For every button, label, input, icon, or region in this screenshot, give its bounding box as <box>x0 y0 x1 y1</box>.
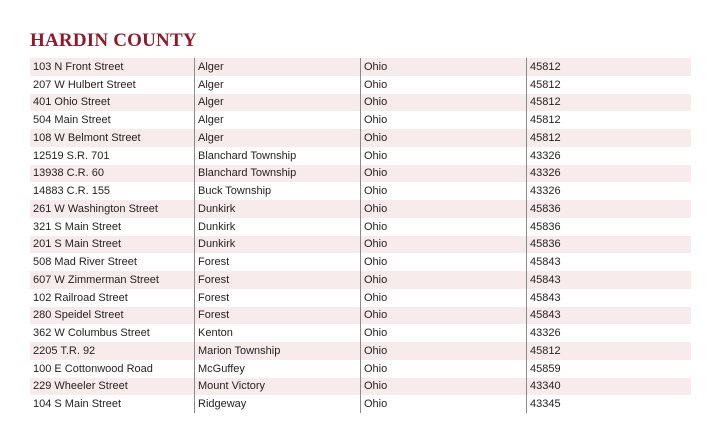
city-cell: Blanchard Township <box>194 147 360 165</box>
zip-cell: 45812 <box>526 129 691 147</box>
city-cell: McGuffey <box>194 360 360 378</box>
address-cell: 229 Wheeler Street <box>33 380 128 393</box>
page-title: HARDIN COUNTY <box>30 30 197 51</box>
address-cell: 401 Ohio Street <box>33 96 111 109</box>
state-cell: Ohio <box>360 253 526 271</box>
address-cell: 280 Speidel Street <box>33 309 124 322</box>
zip-cell: 45843 <box>526 307 691 325</box>
city-cell: Forest <box>194 289 360 307</box>
address-cell: 607 W Zimmerman Street <box>33 273 159 286</box>
state-cell: Ohio <box>360 111 526 129</box>
city-cell: Ridgeway <box>194 395 360 413</box>
address-cell: 362 W Columbus Street <box>33 327 150 340</box>
zip-cell: 43345 <box>526 395 691 413</box>
zip-cell: 45812 <box>526 76 691 94</box>
state-cell: Ohio <box>360 378 526 396</box>
address-cell: 261 W Washington Street <box>33 202 158 215</box>
state-cell: Ohio <box>360 307 526 325</box>
city-cell: Buck Township <box>194 182 360 200</box>
zip-cell: 43326 <box>526 182 691 200</box>
address-cell: 321 S Main Street <box>33 220 122 233</box>
zip-cell: 45859 <box>526 360 691 378</box>
zip-cell: 45843 <box>526 271 691 289</box>
table-row <box>30 111 691 129</box>
state-cell: Ohio <box>360 289 526 307</box>
zip-cell: 43326 <box>526 165 691 183</box>
zip-cell: 45843 <box>526 289 691 307</box>
address-cell: 207 W Hulbert Street <box>33 78 136 91</box>
address-table <box>30 58 691 413</box>
zip-cell: 45836 <box>526 200 691 218</box>
table-row <box>30 271 691 289</box>
table-row <box>30 236 691 254</box>
table-row <box>30 324 691 342</box>
table-row <box>30 218 691 236</box>
city-cell: Kenton <box>194 324 360 342</box>
address-cell: 104 S Main Street <box>33 398 122 411</box>
zip-cell: 45843 <box>526 253 691 271</box>
state-cell: Ohio <box>360 342 526 360</box>
city-cell: Dunkirk <box>194 236 360 254</box>
table-row <box>30 289 691 307</box>
city-cell: Alger <box>194 94 360 112</box>
table-row <box>30 129 691 147</box>
state-cell: Ohio <box>360 147 526 165</box>
zip-cell: 45812 <box>526 111 691 129</box>
table-row <box>30 253 691 271</box>
address-cell: 2205 T.R. 92 <box>33 344 96 357</box>
city-cell: Dunkirk <box>194 200 360 218</box>
address-cell: 14883 C.R. 155 <box>33 185 111 198</box>
address-cell: 102 Railroad Street <box>33 291 128 304</box>
state-cell: Ohio <box>360 182 526 200</box>
address-cell: 103 N Front Street <box>33 60 124 73</box>
state-cell: Ohio <box>360 271 526 289</box>
zip-cell: 45812 <box>526 58 691 76</box>
address-cell: 508 Mad River Street <box>33 256 137 269</box>
table-row <box>30 58 691 76</box>
table-row <box>30 76 691 94</box>
address-cell: 504 Main Street <box>33 114 111 127</box>
state-cell: Ohio <box>360 200 526 218</box>
address-cell: 108 W Belmont Street <box>33 131 141 144</box>
state-cell: Ohio <box>360 360 526 378</box>
city-cell: Forest <box>194 253 360 271</box>
table-row <box>30 147 691 165</box>
state-cell: Ohio <box>360 76 526 94</box>
city-cell: Blanchard Township <box>194 165 360 183</box>
city-cell: Alger <box>194 58 360 76</box>
address-cell: 12519 S.R. 701 <box>33 149 110 162</box>
state-cell: Ohio <box>360 58 526 76</box>
table-row <box>30 307 691 325</box>
table-row <box>30 200 691 218</box>
table-row <box>30 360 691 378</box>
zip-cell: 45836 <box>526 218 691 236</box>
city-cell: Mount Victory <box>194 378 360 396</box>
zip-cell: 43340 <box>526 378 691 396</box>
city-cell: Dunkirk <box>194 218 360 236</box>
city-cell: Forest <box>194 271 360 289</box>
city-cell: Forest <box>194 307 360 325</box>
address-cell: 100 E Cottonwood Road <box>33 362 153 375</box>
city-cell: Marion Township <box>194 342 360 360</box>
city-cell: Alger <box>194 129 360 147</box>
state-cell: Ohio <box>360 165 526 183</box>
table-row <box>30 165 691 183</box>
zip-cell: 45836 <box>526 236 691 254</box>
state-cell: Ohio <box>360 218 526 236</box>
zip-cell: 45812 <box>526 94 691 112</box>
address-cell: 201 S Main Street <box>33 238 122 251</box>
zip-cell: 45812 <box>526 342 691 360</box>
state-cell: Ohio <box>360 129 526 147</box>
state-cell: Ohio <box>360 236 526 254</box>
zip-cell: 43326 <box>526 324 691 342</box>
state-cell: Ohio <box>360 324 526 342</box>
city-cell: Alger <box>194 76 360 94</box>
address-cell: 13938 C.R. 60 <box>33 167 104 180</box>
table-row <box>30 182 691 200</box>
city-cell: Alger <box>194 111 360 129</box>
table-row <box>30 378 691 396</box>
state-cell: Ohio <box>360 395 526 413</box>
table-row <box>30 94 691 112</box>
table-row <box>30 395 691 413</box>
zip-cell: 43326 <box>526 147 691 165</box>
table-row <box>30 342 691 360</box>
state-cell: Ohio <box>360 94 526 112</box>
